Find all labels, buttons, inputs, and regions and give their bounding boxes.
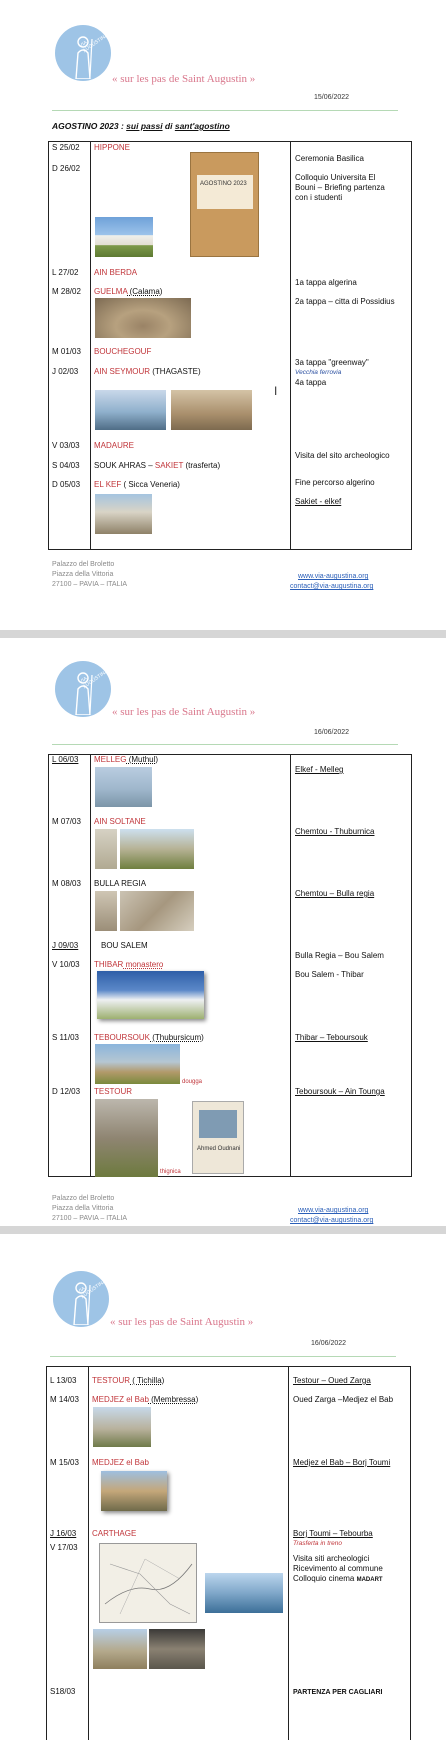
carthage-map-image [99, 1543, 197, 1623]
thibar-monastery-image [97, 971, 204, 1019]
guelma-theatre-image [95, 298, 191, 338]
header-divider [52, 744, 398, 745]
motto: « sur les pas de Saint Augustin » [112, 706, 256, 718]
basilica-image [95, 217, 153, 257]
melleg-image [95, 767, 152, 807]
email-link[interactable]: contact@via-augustina.org [290, 1217, 374, 1224]
itinerary-table-3: L 13/03 TESTOUR ( Tichilla) Testour – Oued Zarga M 14/03 MEDJEZ el Bab (Membressa) Oued Zarga –Medjez el Bab M 15/03 MEDJEZ el Bab Medjez el Bab – Borj Toumi J 16/03 V 17/03 CARTHAGE Borj Toumi – Tebourba Trasferta in treno Visita siti archeologici Ricevimento al commune Colloquio cinema MADART S18/03 PARTENZA PER CAGLIARI [46, 1366, 411, 1740]
carthage-ruins-image-2 [149, 1629, 205, 1669]
testour-ruins-image [95, 1099, 158, 1177]
via-augustina-logo: VIA AUGUSTINA [53, 1271, 109, 1327]
text-cursor-icon: I [274, 384, 278, 398]
document-date: 15/06/2022 [314, 94, 350, 101]
motto: « sur les pas de Saint Augustin » [112, 73, 256, 85]
itinerary-table-1: S 25/02 D 26/02 HIPPONE Ceremonia Basilica Colloquio Universita El Bouni – Briefing partenza con i studenti AGOSTINO 2023 L 27/02 AIN BERDA 1a tappa algerina M 28/02 GUELMA (Calama) 2a tappa – citta di Possidius M 01/03 BOUCHEGOUF J 02/03 AIN SEYMOUR (THAGASTE) 3a tappa "greenway" Vecchia ferrovia 4a tappa V 03/03 MADAURE Visita del sito archeologico S 04/03 SOUK AHRAS – SAKIET (trasferta) D 05/03 EL KEF ( Sicca Veneria) Fine percorso algerino Sakiet - elkef [48, 141, 412, 550]
page-1 [0, 0, 446, 630]
website-link[interactable]: www.via-augustina.org [298, 1207, 369, 1214]
footer-address: Palazzo del Broletto Piazza della Vittoria 27100 – PAVIA – ITALIA [52, 561, 128, 588]
website-link[interactable]: www.via-augustina.org [298, 573, 369, 580]
map-lines-icon [100, 1544, 197, 1623]
header-divider [52, 110, 398, 111]
email-link[interactable]: contact@via-augustina.org [290, 583, 374, 590]
book-cover-image: AGOSTINO 2023 [190, 152, 259, 257]
book-cover-2-image: Ahmed Oudnani [192, 1101, 244, 1174]
document-title: AGOSTINO 2023 : sui passi di sant'agostino [52, 121, 230, 131]
carthage-ruins-image-1 [93, 1629, 147, 1669]
thagaste-tree-image [95, 390, 166, 430]
logo-text: VIA AUGUSTINA [78, 32, 110, 55]
itinerary-table-2: L 06/03 MELLEG (Muthul) Elkef - Melleg M 07/03 AIN SOLTANE Chemtou - Thuburnica M 08/03 BULLA REGIA Chemtou – Bulla regia J 09/03 BOU SALEM Bulla Regia – Bou Salem V 10/03 THIBAR monastero Bou Salem - Thibar S 11/03 TEBOURSOUK (Thubursicum) Thibar – Teboursouk dougga D 12/03 TESTOUR Teboursouk – Ain Tounga thignica Ahmed Oudnani [48, 754, 412, 1177]
medjez-bridge-image [101, 1471, 167, 1511]
bulla-regia-image-1 [95, 891, 117, 931]
header-divider [50, 1356, 396, 1357]
footer-address: Palazzo del Broletto Piazza della Vittoria 27100 – PAVIA – ITALIA [52, 1195, 128, 1222]
bulla-regia-mosaic-image [120, 891, 194, 931]
ain-soltane-image-2 [120, 829, 194, 869]
via-augustina-logo [55, 25, 111, 81]
el-kef-image [95, 494, 152, 534]
document-date: 16/06/2022 [311, 1340, 347, 1347]
via-augustina-logo: VIA AUGUSTINA [55, 661, 111, 717]
document-date: 16/06/2022 [314, 729, 350, 736]
medjez-image [93, 1407, 151, 1447]
page-3 [0, 1234, 446, 1740]
ain-soltane-image-1 [95, 829, 117, 869]
motto: « sur les pas de Saint Augustin » [110, 1316, 254, 1328]
dougga-image [95, 1044, 180, 1084]
page-2 [0, 638, 446, 1226]
thagaste-ruins-image [171, 390, 252, 430]
carthage-coast-image [205, 1573, 283, 1613]
